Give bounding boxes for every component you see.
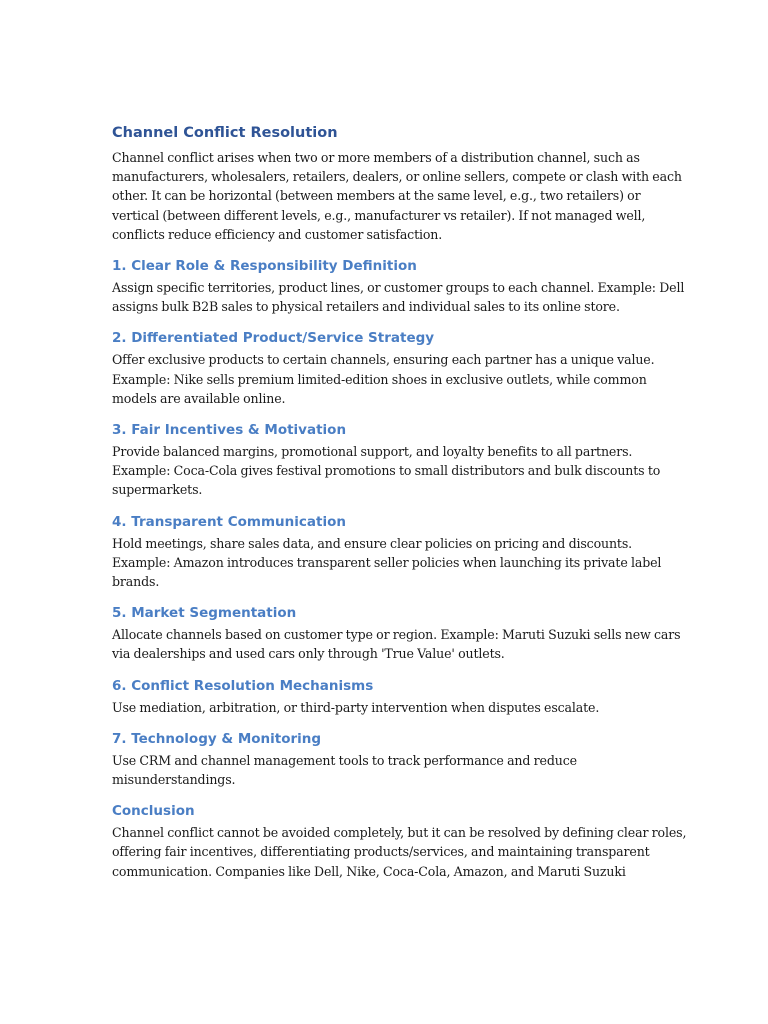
section-line: assigns bulk B2B sales to physical retailers and individual sales to its online store.	[112, 299, 620, 315]
section-line: Provide balanced margins, promotional support, and loyalty benefits to all partners.	[112, 444, 633, 460]
section-line: via dealerships and used cars only through 'True Value' outlets.	[112, 646, 505, 662]
section-line: Allocate channels based on customer type or region. Example: Maruti Suzuki sells new cars	[112, 627, 681, 643]
section-heading-role-definition: 1. Clear Role & Responsibility Definition	[112, 258, 417, 275]
section-paragraph-technology	[112, 751, 664, 789]
section-heading-communication: 4. Transparent Communication	[112, 513, 346, 530]
section-paragraph-segmentation	[112, 625, 681, 663]
section-line: Assign specific territories, product lines, or customer groups to each channel. Example: Dell	[112, 280, 685, 296]
section-paragraph-incentives	[112, 442, 664, 500]
section-paragraph-conclusion	[112, 823, 687, 881]
section-heading-conclusion: Conclusion	[112, 803, 195, 820]
section-line: Offer exclusive products to certain channels, ensuring each partner has a unique value.	[112, 352, 655, 368]
document-page	[112, 123, 687, 881]
section-line: Example: Amazon introduces transparent seller policies when launching its private label	[112, 554, 662, 570]
section-line: Use mediation, arbitration, or third-party intervention when disputes escalate.	[112, 699, 600, 715]
section-line: models are available online.	[112, 390, 286, 406]
intro-line: vertical (between different levels, e.g., manufacturer vs retailer). If not managed well,	[112, 207, 646, 223]
section-line: brands.	[112, 574, 160, 590]
intro-line: manufacturers, wholesalers, retailers, dealers, or online sellers, compete or clash with each	[112, 169, 682, 185]
intro-paragraph	[112, 148, 682, 244]
section-heading-incentives: 3. Fair Incentives & Motivation	[112, 422, 347, 439]
section-heading-resolution-mechanisms: 6. Conflict Resolution Mechanisms	[112, 677, 374, 694]
section-line: Channel conflict cannot be avoided completely, but it can be resolved by defining clear roles,	[112, 825, 687, 841]
section-heading-technology: 7. Technology & Monitoring	[112, 730, 322, 747]
section-line: misunderstandings.	[112, 772, 236, 788]
section-line: offering fair incentives, differentiating products/services, and maintaining transparent	[112, 844, 650, 860]
section-paragraph-communication	[112, 534, 664, 592]
section-heading-product-strategy: 2. Differentiated Product/Service Strategy	[112, 330, 435, 347]
section-line: supermarkets.	[112, 482, 203, 498]
document-title: Channel Conflict Resolution	[112, 125, 338, 141]
section-line: Use CRM and channel management tools to track performance and reduce	[112, 752, 577, 768]
intro-line: Channel conflict arises when two or more members of a distribution channel, such as	[112, 150, 640, 165]
section-line: Hold meetings, share sales data, and ensure clear policies on pricing and discounts.	[112, 535, 633, 551]
section-paragraph-product-strategy	[112, 350, 664, 408]
section-paragraph-role-definition	[112, 278, 685, 316]
section-heading-segmentation: 5. Market Segmentation	[112, 605, 297, 622]
intro-line: other. It can be horizontal (between members at the same level, e.g., two retailers) or	[112, 188, 641, 204]
intro-line: conflicts reduce efficiency and customer satisfaction.	[112, 226, 443, 242]
section-line: communication. Companies like Dell, Nike, Coca-Cola, Amazon, and Maruti Suzuki	[112, 863, 626, 879]
section-paragraph-resolution-mechanisms	[112, 698, 664, 717]
section-line: Example: Coca-Cola gives festival promotions to small distributors and bulk discounts to	[112, 463, 661, 479]
section-line: Example: Nike sells premium limited-edition shoes in exclusive outlets, while common	[112, 371, 647, 387]
